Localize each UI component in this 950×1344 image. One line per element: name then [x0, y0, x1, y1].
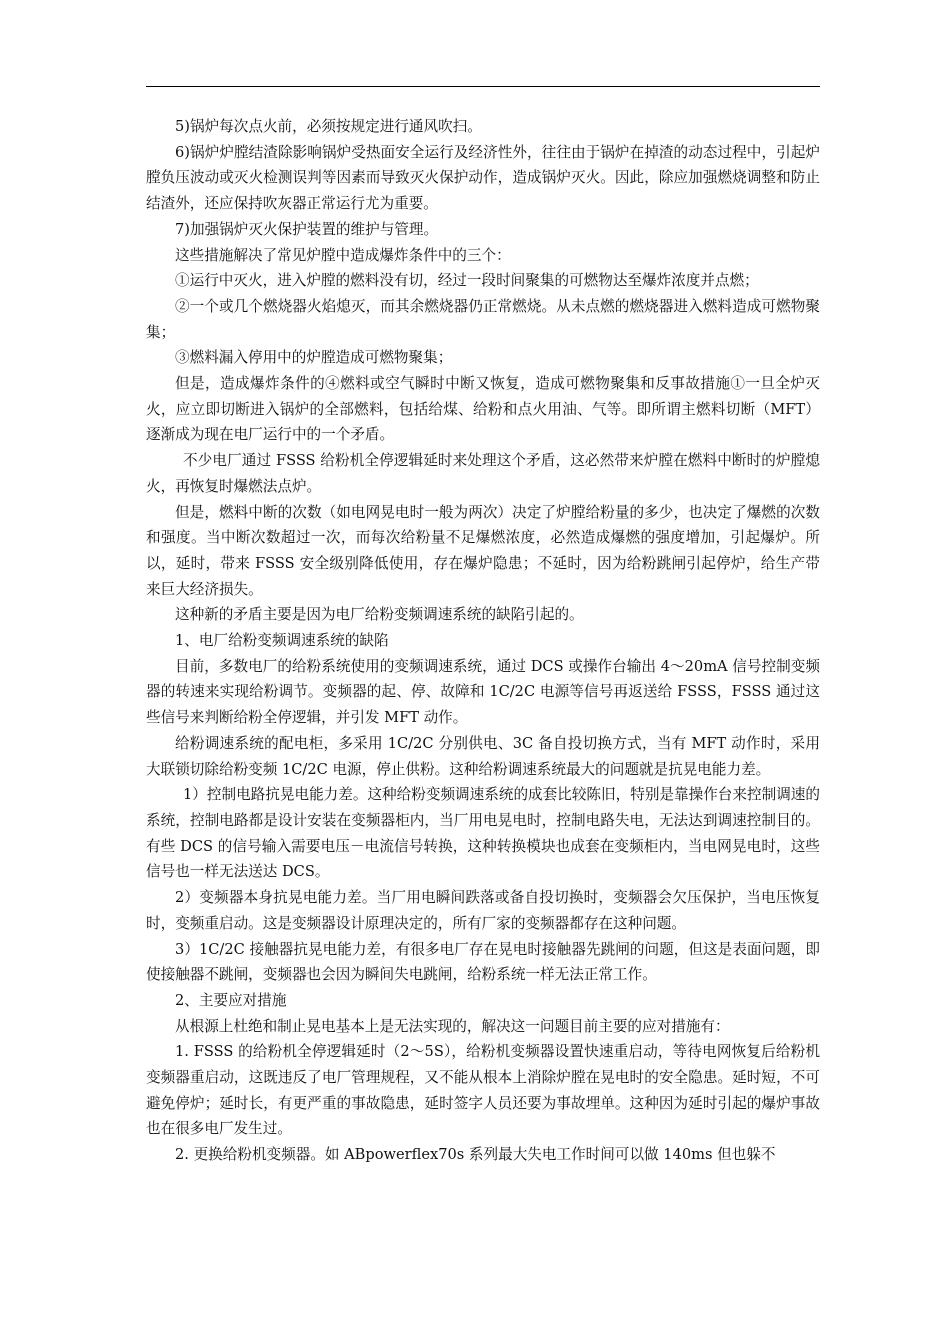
section-heading-1: 1、电厂给粉变频调速系统的缺陷 [175, 632, 389, 650]
paragraph-4: 这些措施解决了常见炉膛中造成爆炸条件中的三个： [175, 246, 511, 264]
header-rule [146, 86, 820, 87]
paragraph-16: 2）变频器本身抗晃电能力差。当厂用电瞬间跌落或备自投切换时，变频器会欠压保护，当电压恢复时，变频重启动。这是变频器设计原理决定的，所有厂家的变频器都存在这种问题。 [146, 889, 820, 932]
paragraph-15: 1）控制电路抗晃电能力差。这种给粉变频调速系统的成套比较陈旧，特别是靠操作台来控制调速的系统，控制电路都是设计安装在变频器柜内，当厂用电晃电时，控制电路失电，无法达到调速控制目的。有些 DCS 的信号输入需要电压－电流信号转换，这种转换模块也成套在变频柜内，当电网晃电时，这些信号也一样无法送达 DCS。 [146, 786, 820, 881]
paragraph-17: 3）1C/2C 接触器抗晃电能力差，有很多电厂存在晃电时接触器先跳闸的问题，但这是表面问题，即使接触器不跳闸，变频器也会因为瞬间失电跳闸，给粉系统一样无法正常工作。 [146, 940, 820, 984]
paragraph-19: 从根源上杜绝和制止晃电基本上是无法实现的，解决这一问题目前主要的应对措施有： [175, 1017, 730, 1035]
paragraph-7: ③燃料漏入停用中的炉膛造成可燃物聚集； [175, 349, 453, 367]
paragraph-11: 这种新的矛盾主要是因为电厂给粉变频调速系统的缺陷引起的。 [175, 606, 584, 624]
section-heading-2: 2、主要应对措施 [175, 991, 287, 1009]
paragraph-10: 但是，燃料中断的次数（如电网晃电时一般为两次）决定了炉膛给粉量的多少，也决定了爆燃的次数和强度。当中断次数超过一次，而每次给粉量不足爆燃浓度，必然造成爆燃的强度增加，引起爆炉。所以，延时，带来 FSSS 安全级别降低使用，存在爆炉隐患；不延时，因为给粉跳闸引起停炉，给生产带来巨大经济损失。 [146, 503, 820, 598]
paragraph-1: 5)锅炉每次点火前，必须按规定进行通风吹扫。 [175, 118, 482, 135]
paragraph-14: 给粉调速系统的配电柜，多采用 1C/2C 分别供电、3C 备自投切换方式，当有 MFT 动作时，采用大联锁切除给粉变频 1C/2C 电源，停止供粉。这种给粉调速系统最大的问题就是抗晃电能力差。 [146, 734, 820, 778]
paragraph-8: 但是，造成爆炸条件的④燃料或空气瞬时中断又恢复，造成可燃物聚集和反事故措施①一旦全炉灭火，应立即切断进入锅炉的全部燃料，包括给煤、给粉和点火用油、气等。即所谓主燃料切断（MFT）逐渐成为现在电厂运行中的一个矛盾。 [146, 375, 820, 444]
body-text [146, 114, 820, 1168]
paragraph-2: 6)锅炉炉膛结渣除影响锅炉受热面安全运行及经济性外，往往由于锅炉在掉渣的动态过程中，引起炉膛负压波动或灭火检测误判等因素而导致灭火保护动作，造成锅炉灭火。因此，除应加强燃烧调整和防止结渣外，还应保持吹灰器正常运行尤为重要。 [146, 143, 820, 213]
paragraph-9: 不少电厂通过 FSSS 给粉机全停逻辑延时来处理这个矛盾，这必然带来炉膛在燃料中断时的炉膛熄火，再恢复时爆燃法点炉。 [146, 452, 820, 495]
paragraph-20: 1. FSSS 的给粉机全停逻辑延时（2～5S），给粉机变频器设置快速重启动，等待电网恢复后给粉机变频器重启动，这既违反了电厂管理规程，又不能从根本上消除炉膛在晃电时的安全隐患。延时短，不可避免停炉；延时长，有更严重的事故隐患，延时签字人员还要为事故埋单。这种因为延时引起的爆炉事故也在很多电厂发生过。 [146, 1043, 820, 1138]
paragraph-21: 2. 更换给粉机变频器。如 ABpowerflex70s 系列最大失电工作时间可以做 140ms 但也躲不 [175, 1146, 776, 1164]
paragraph-13: 目前，多数电厂的给粉系统使用的变频调速系统，通过 DCS 或操作台输出 4～20mA 信号控制变频器的转速来实现给粉调节。变频器的起、停、故障和 1C/2C 电源等信号再返送给 FSSS，FSSS 通过这些信号来判断给粉全停逻辑，并引发 MFT 动作。 [146, 657, 820, 727]
paragraph-5: ①运行中灭火，进入炉膛的燃料没有切，经过一段时间聚集的可燃物达至爆炸浓度并点燃； [175, 272, 759, 290]
paragraph-3: 7)加强锅炉灭火保护装置的维护与管理。 [175, 220, 439, 238]
paragraph-6: ②一个或几个燃烧器火焰熄灭，而其余燃烧器仍正常燃烧。从未点燃的燃烧器进入燃料造成可燃物聚集； [146, 297, 820, 341]
